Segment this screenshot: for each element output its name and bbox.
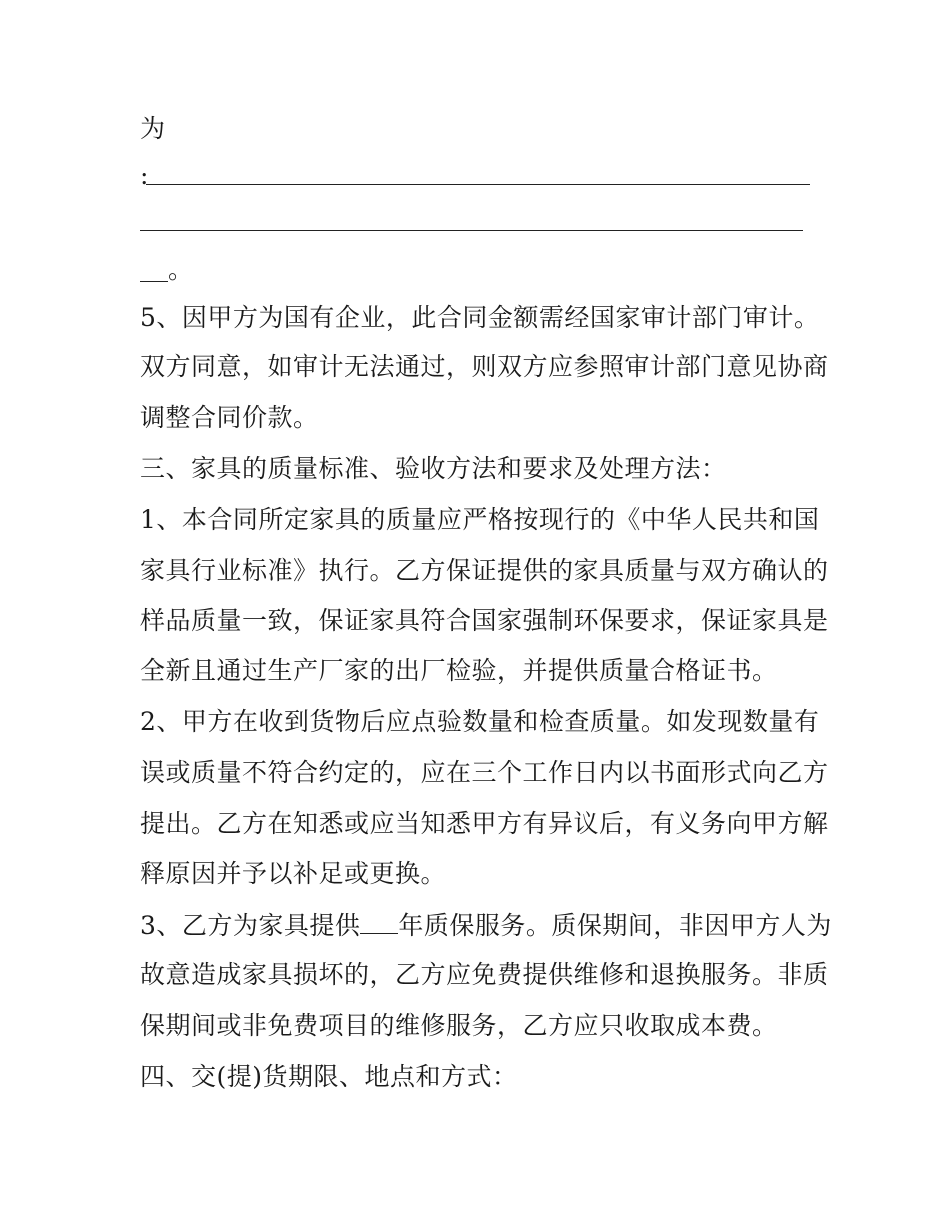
section-heading: 三、家具的质量标准、验收方法和要求及处理方法： [140, 454, 727, 483]
para-line: 家具行业标准》执行。乙方保证提供的家具质量与双方确认的 [140, 556, 829, 585]
para-line: 误或质量不符合约定的，应在三个工作日内以书面形式向乙方 [140, 758, 829, 787]
para-line: 双方同意，如审计无法通过，则双方应参照审计部门意见协商 [140, 352, 829, 381]
para-line: 5、因甲方为国有企业，此合同金额需经国家审计部门审计。 [140, 303, 820, 332]
para-line: 全新且通过生产厂家的出厂检验，并提供质量合格证书。 [140, 656, 778, 685]
para-line: 释原因并予以补足或更换。 [140, 859, 447, 888]
para-line: 提出。乙方在知悉或应当知悉甲方有异议后，有义务向甲方解 [140, 809, 829, 838]
blank-end-mark: 。 [168, 255, 194, 284]
warranty-line [140, 909, 832, 942]
para-line: 样品质量一致，保证家具符合国家强制环保要求，保证家具是 [140, 606, 829, 635]
blank-intro-word: 为 [140, 114, 166, 143]
para-line: 调整合同价款。 [140, 403, 319, 432]
blank-rule-2 [140, 230, 803, 231]
blank-colon: : [140, 161, 149, 190]
warranty-prefix: 3、乙方为家具提供 [140, 911, 361, 940]
warranty-suffix: 年质保服务。质保期间，非因甲方人为 [398, 911, 832, 940]
para-line: 保期间或非免费项目的维修服务，乙方应只收取成本费。 [140, 1011, 778, 1040]
para-line: 故意造成家具损坏的，乙方应免费提供维修和退换服务。非质 [140, 960, 829, 989]
section-heading: 四、交(提)货期限、地点和方式： [140, 1062, 518, 1091]
para-line: 1、本合同所定家具的质量应严格按现行的《中华人民共和国 [140, 505, 820, 534]
para-line: 2、甲方在收到货物后应点验数量和检查质量。如发现数量有 [140, 707, 820, 736]
blank-rule-1 [146, 184, 810, 185]
blank-rule-3 [140, 281, 168, 282]
warranty-years-blank [360, 909, 398, 934]
